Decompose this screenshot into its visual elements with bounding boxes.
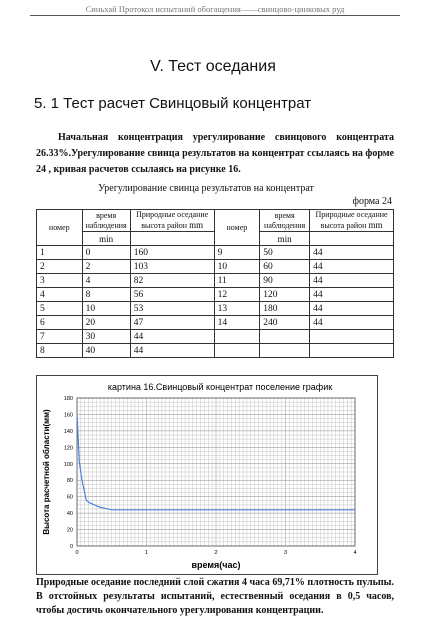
height-unit-blank	[130, 232, 214, 246]
y-axis-label: Высота расчетной области(мм)	[42, 409, 51, 535]
header-number: номер	[37, 210, 83, 246]
y-tick-label: 180	[63, 396, 73, 402]
conclusion-text: Природные оседание последний слой сжатия 4 часа 69,71% плотность пульпы. В отстойных результаты испытаний, естественный оседания в 0,5 часов, чтобы достичь окончательного урегулирования концентрации.	[36, 577, 394, 616]
table-cell-n: 6	[37, 316, 83, 330]
form-label: форма 24	[352, 196, 392, 207]
table-cell-n: 1	[37, 246, 83, 260]
table-cell-n2: 11	[214, 274, 260, 288]
table-cell-t: 30	[82, 330, 130, 344]
table-cell-n: 7	[37, 330, 83, 344]
table-cell-n2: 10	[214, 260, 260, 274]
table-cell-t2	[260, 330, 310, 344]
table-cell-h: 56	[130, 288, 214, 302]
table-cell-t2	[260, 344, 310, 358]
chart-title: картина 16.Свинцовый концентрат поселение график	[107, 382, 333, 392]
table-cell-h: 160	[130, 246, 214, 260]
header-height-2	[310, 210, 394, 232]
header-height-unit: mm	[189, 220, 204, 230]
table-cell-n2: 12	[214, 288, 260, 302]
settling-table	[36, 209, 394, 358]
table-cell-h2	[310, 330, 394, 344]
table-cell-h: 103	[130, 260, 214, 274]
y-tick-label: 80	[66, 478, 73, 485]
table-header-row	[37, 210, 394, 232]
table-cell-n: 2	[37, 260, 83, 274]
table-row	[37, 288, 394, 302]
header-number-2: номер	[214, 210, 260, 246]
table-cell-t: 40	[82, 344, 130, 358]
table-cell-h: 82	[130, 274, 214, 288]
table-cell-h2: 44	[310, 288, 394, 302]
table-cell-h2: 44	[310, 260, 394, 274]
chart-frame	[36, 375, 378, 575]
section-title: 5. 1 Тест расчет Свинцовый концентрат	[34, 95, 312, 112]
table-cell-t2: 180	[260, 302, 310, 316]
height-unit-blank-2	[310, 232, 394, 246]
x-tick-label: 4	[353, 550, 357, 556]
running-header: Синьхай Протокол испытаний обогащения——свинцово-цинковых руд	[30, 4, 400, 16]
x-axis-label: время(час)	[191, 560, 241, 570]
table-cell-h2: 44	[310, 274, 394, 288]
header-time: время наблюдения	[82, 210, 130, 232]
table-cell-h2: 44	[310, 302, 394, 316]
chapter-title: V. Тест оседания	[150, 58, 276, 75]
table-cell-n: 4	[37, 288, 83, 302]
intro-text: Начальная концентрация урегулирование свинцового концентрата 26.33%.Урегулирование свинца результатов на концентрат ссылаясь на форме 24 , кривая расчетов ссылаясь на рисунке 16.	[36, 132, 394, 175]
y-tick-label: 140	[63, 428, 73, 435]
conclusion-paragraph	[36, 576, 394, 618]
table-cell-n: 8	[37, 344, 83, 358]
y-tick-label: 0	[69, 544, 73, 550]
table-cell-t2: 60	[260, 260, 310, 274]
x-tick-label: 0	[75, 550, 79, 556]
table-cell-t: 4	[82, 274, 130, 288]
table-cell-h: 44	[130, 344, 214, 358]
table-row	[37, 260, 394, 274]
header-height	[130, 210, 214, 232]
table-cell-t2: 120	[260, 288, 310, 302]
table-cell-t: 8	[82, 288, 130, 302]
y-tick-label: 160	[63, 412, 73, 419]
table-cell-t: 2	[82, 260, 130, 274]
table-body	[37, 246, 394, 358]
intro-paragraph	[36, 130, 394, 178]
table-row	[37, 246, 394, 260]
header-height-text-2: Природные оседание высота район	[315, 210, 388, 230]
table-cell-n2	[214, 330, 260, 344]
header-height-unit-2: mm	[368, 220, 383, 230]
time-unit-2: min	[260, 232, 310, 246]
table-cell-h: 53	[130, 302, 214, 316]
table-cell-h: 44	[130, 330, 214, 344]
y-tick-label: 120	[63, 445, 73, 452]
table-cell-t2: 90	[260, 274, 310, 288]
table-cell-n: 5	[37, 302, 83, 316]
table-cell-t: 0	[82, 246, 130, 260]
x-tick-label: 3	[283, 550, 288, 556]
header-height-text: Природные оседание высота район	[136, 210, 209, 230]
y-tick-label: 40	[66, 511, 73, 518]
table-cell-n2: 13	[214, 302, 260, 316]
table-cell-t: 20	[82, 316, 130, 330]
table-cell-n2: 9	[214, 246, 260, 260]
table-cell-h: 47	[130, 316, 214, 330]
table-cell-t2: 240	[260, 316, 310, 330]
table-cell-t2: 50	[260, 246, 310, 260]
header-time-2: время наблюдения	[260, 210, 310, 232]
settling-chart	[37, 376, 377, 574]
table-row	[37, 274, 394, 288]
table-row	[37, 302, 394, 316]
table-cell-h2: 44	[310, 246, 394, 260]
table-cell-t: 10	[82, 302, 130, 316]
table-cell-h2	[310, 344, 394, 358]
table-cell-n: 3	[37, 274, 83, 288]
x-tick-label: 1	[144, 550, 149, 556]
table-caption: Урегулирование свинца результатов на концентрат	[98, 183, 314, 194]
x-tick-label: 2	[214, 550, 218, 556]
table-row	[37, 316, 394, 330]
table-row	[37, 330, 394, 344]
table-cell-n2	[214, 344, 260, 358]
y-tick-label: 60	[66, 494, 73, 501]
time-unit: min	[82, 232, 130, 246]
table-cell-h2: 44	[310, 316, 394, 330]
table-cell-n2: 14	[214, 316, 260, 330]
y-tick-label: 100	[63, 461, 73, 468]
table-row	[37, 344, 394, 358]
y-tick-label: 20	[66, 527, 73, 534]
